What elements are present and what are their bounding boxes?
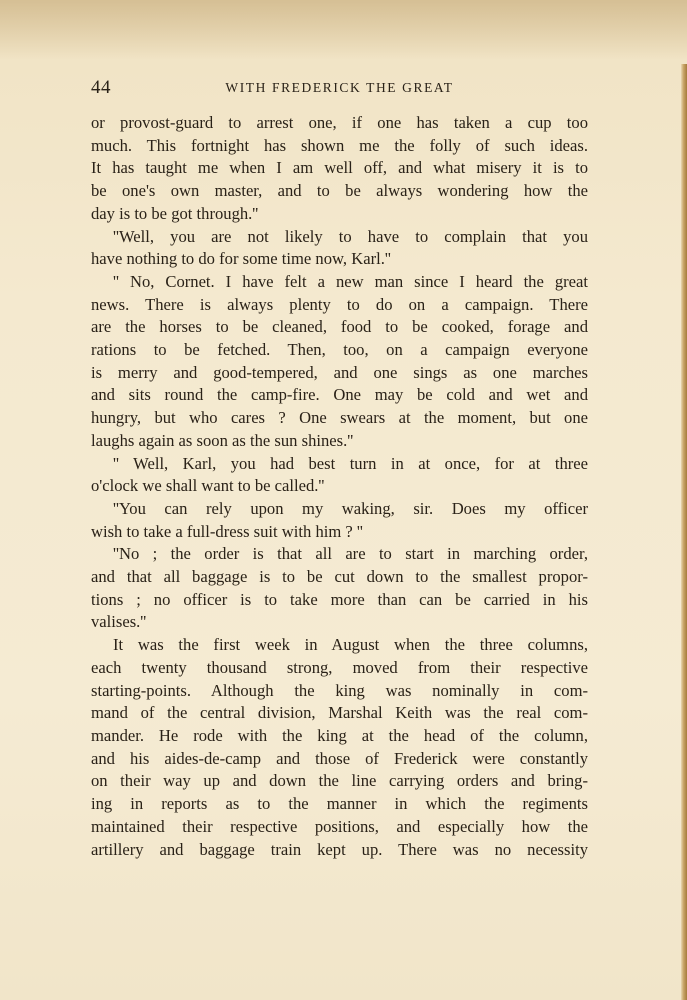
running-title: WITH FREDERICK THE GREAT <box>225 80 454 95</box>
text-line: and his aides-de-camp and those of Frederick were constantly <box>91 748 588 768</box>
text-line: day is to be got through.'' <box>91 203 259 223</box>
text-line: ''No ; the order is that all are to start in marching order, <box>113 544 588 564</box>
text-line: tions ; no officer is to take more than can be carried in his <box>91 589 588 609</box>
text-line: ''You can rely upon my waking, sir. Does my officer <box>113 498 588 518</box>
text-line: are the horses to be cleaned, food to be cooked, forage and <box>91 317 588 337</box>
text-line: and that all baggage is to be cut down to the smallest propor- <box>91 567 588 587</box>
page-top-shadow <box>0 0 687 60</box>
page-edge <box>681 64 687 1000</box>
text-line: news. There is always plenty to do on a campaign. There <box>91 294 588 314</box>
text-line: ''Well, you are not likely to have to complain that you <box>113 226 588 246</box>
text-line: It was the first week in August when the three columns, <box>113 635 588 655</box>
text-line: o'clock we shall want to be called.'' <box>91 476 325 496</box>
text-line: on their way up and down the line carrying orders and bring- <box>91 771 588 791</box>
text-line: ing in reports as to the manner in which the regiments <box>91 794 588 814</box>
text-line: laughs again as soon as the sun shines.'' <box>91 430 354 450</box>
page-number: 44 <box>91 77 111 98</box>
text-line: wish to take a full-dress suit with him ? '' <box>91 521 363 541</box>
text-line: or provost-guard to arrest one, if one has taken a cup too <box>91 113 588 132</box>
text-line: artillery and baggage train kept up. There was no necessity <box>91 839 588 859</box>
text-line: hungry, but who cares ? One swears at the moment, but one <box>91 408 588 428</box>
text-line: '' Well, Karl, you had best turn in at once, for at three <box>113 453 588 473</box>
text-line: mander. He rode with the king at the head of the column, <box>91 725 588 745</box>
text-line: and sits round the camp-fire. One may be cold and wet and <box>91 385 588 405</box>
text-line: have nothing to do for some time now, Karl.'' <box>91 249 391 269</box>
text-line: is merry and good-tempered, and one sings as one marches <box>91 362 588 382</box>
body-text <box>91 112 588 861</box>
text-line: mand of the central division, Marshal Keith was the real com- <box>91 703 588 723</box>
text-line: starting-points. Although the king was nominally in com- <box>91 680 588 700</box>
text-line: rations to be fetched. Then, too, on a campaign everyone <box>91 340 588 360</box>
running-head <box>91 77 588 101</box>
text-line: It has taught me when I am well off, and what misery it is to <box>91 158 588 178</box>
text-line: maintained their respective positions, and especially how the <box>91 816 588 836</box>
text-line: valises.'' <box>91 612 147 632</box>
text-line: each twenty thousand strong, moved from their respective <box>91 657 588 677</box>
text-line: be one's own master, and to be always wondering how the <box>91 181 588 201</box>
text-line: much. This fortnight has shown me the folly of such ideas. <box>91 135 588 155</box>
text-line: '' No, Cornet. I have felt a new man since I heard the great <box>113 271 588 291</box>
